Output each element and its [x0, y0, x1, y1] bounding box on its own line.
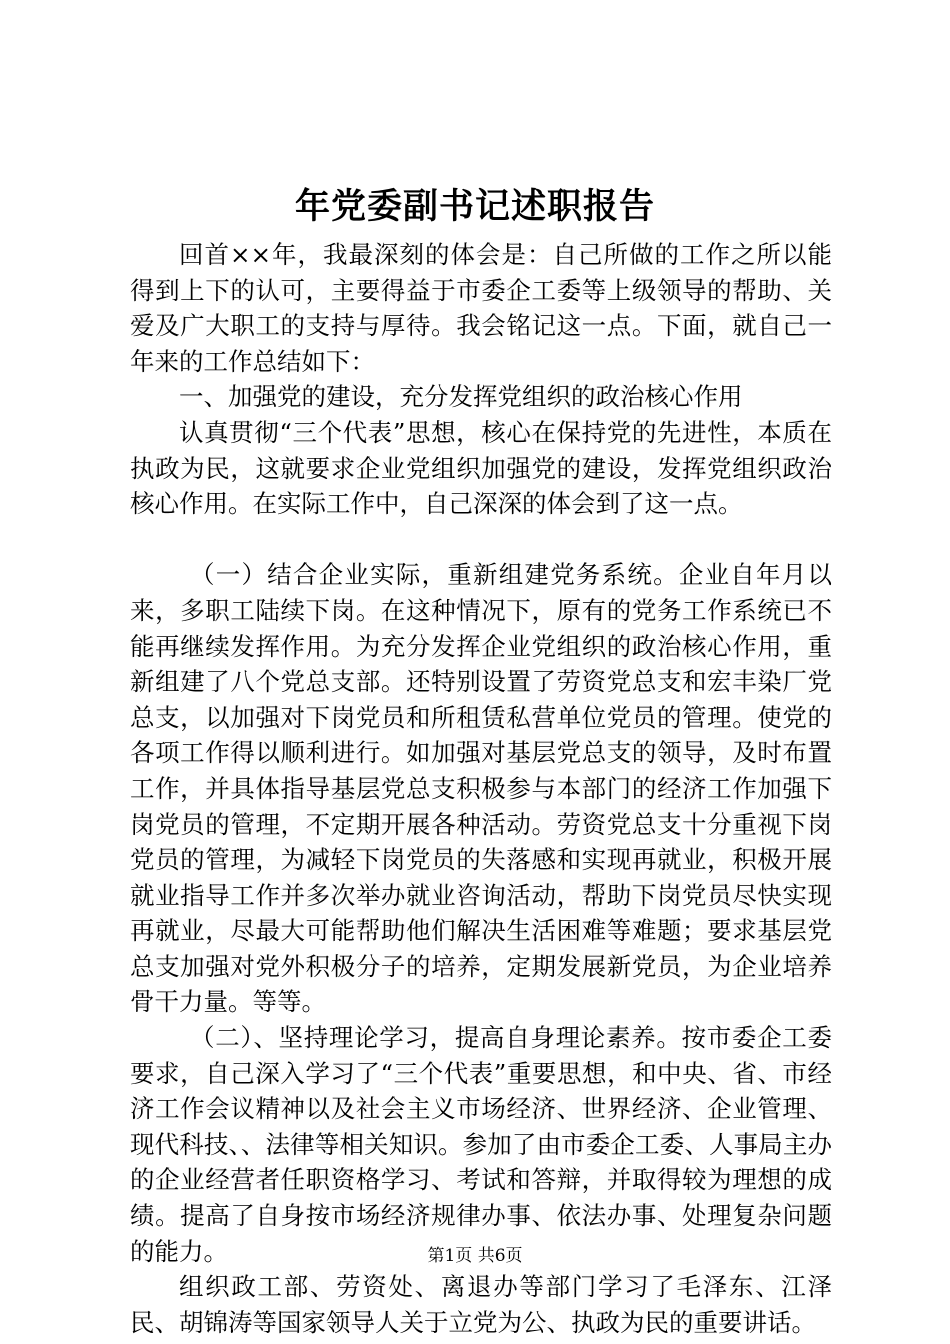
document-body: [130, 237, 832, 1340]
section-paragraph: 认真贯彻“三个代表”思想，核心在保持党的先进性，本质在执政为民，这就要求企业党组织加强党的建设，发挥党组织政治核心作用。在实际工作中，自己深深的体会到了这一点。: [130, 417, 832, 519]
subsection-paragraph-1: （一）结合企业实际，重新组建党务系统。企业自年月以来，多职工陆续下岗。在这种情况下，原有的党务工作系统已不能再继续发挥作用。为充分发挥企业党组织的政治核心作用，重新组建了八个党总支部。还特别设置了劳资党总支和宏丰染厂党总支，以加强对下岗党员和所租赁私营单位党员的管理。使党的各项工作得以顺利进行。如加强对基层党总支的领导，及时布置工作，并具体指导基层党总支积极参与本部门的经济工作加强下岗党员的管理，不定期开展各种活动。劳资党总支十分重视下岗党员的管理，为减轻下岗党员的失落感和实现再就业，积极开展就业指导工作并多次举办就业咨询活动，帮助下岗党员尽快实现再就业，尽最大可能帮助他们解决生活困难等难题；要求基层党总支加强对党外积极分子的培养，定期发展新党员，为企业培养骨干力量。等等。: [130, 560, 832, 1017]
section-heading: 一、加强党的建设，充分发挥党组织的政治核心作用: [179, 382, 743, 412]
page-footer: 第1页 共6页: [427, 1246, 523, 1266]
document-title: 年党委副书记述职报告: [294, 186, 655, 227]
closing-paragraph: 组织政工部、劳资处、离退办等部门学习了毛泽东、江泽民、胡锦涛等国家领导人关于立党为公、执政为民的重要讲话。: [130, 1272, 832, 1337]
intro-paragraph: 回首××年，我最深刻的体会是：自己所做的工作之所以能得到上下的认可，主要得益于市委企工委等上级领导的帮助、关爱及广大职工的支持与厚待。我会铭记这一点。下面，就自己一年来的工作总结如下：: [130, 240, 832, 376]
subsection-paragraph-2: （二）、坚持理论学习，提高自身理论素养。按市委企工委要求，自己深入学习了“三个代表”重要思想，和中央、省、市经济工作会议精神以及社会主义市场经济、世界经济、企业管理、现代科技、、法律等相关知识。参加了由市委企工委、人事局主办的企业经营者任职资格学习、考试和答辩，并取得较为理想的成绩。提高了自身按市场经济规律办事、依法办事、处理复杂问题的能力。: [130, 1023, 832, 1266]
